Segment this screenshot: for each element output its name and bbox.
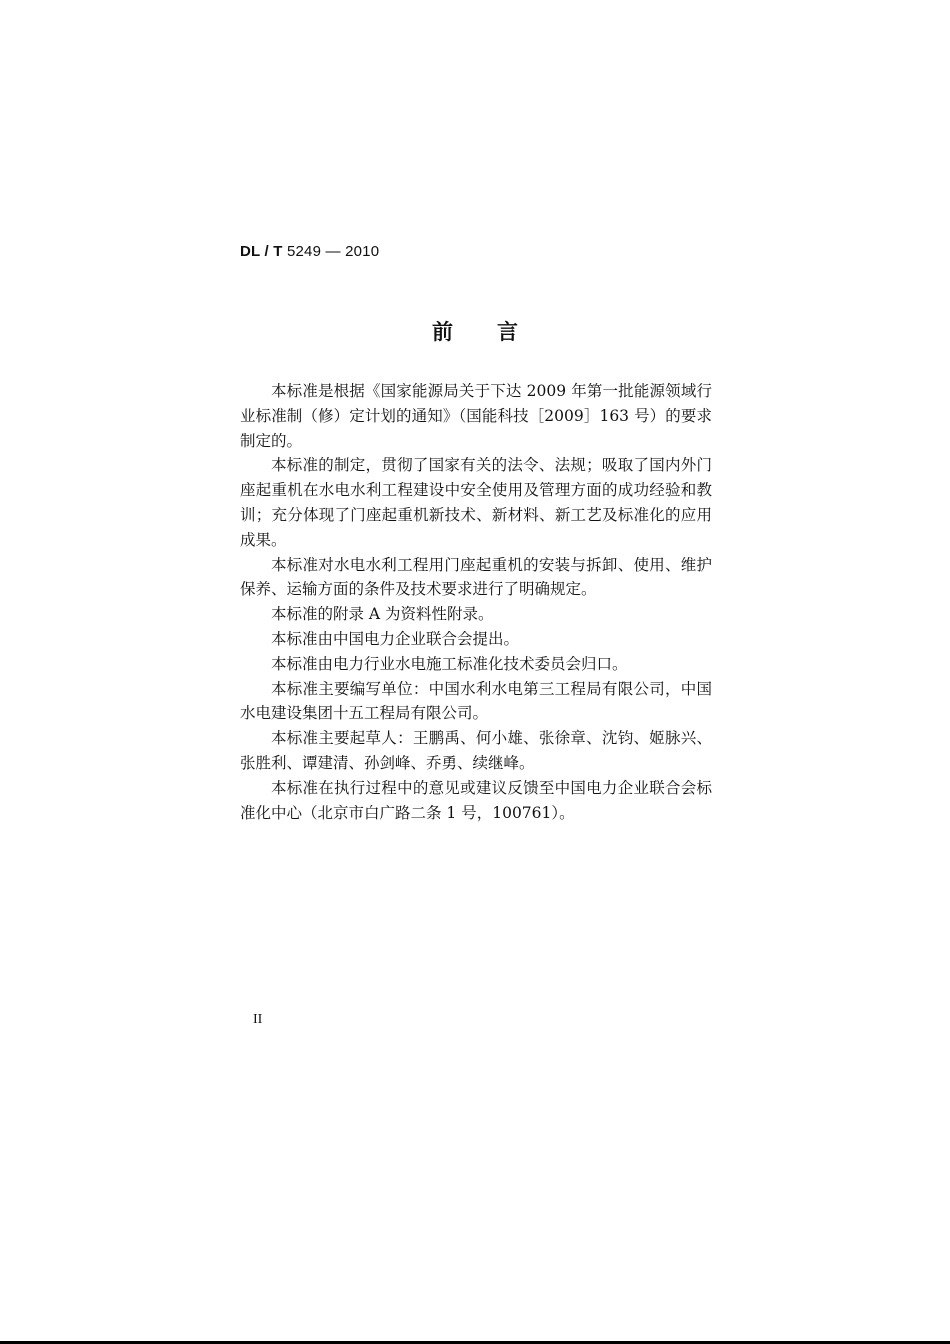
preface-body (240, 379, 712, 825)
paragraph: 本标准由中国电力企业联合会提出。 (271, 629, 520, 648)
paragraph: 本标准在执行过程中的意见或建议反馈至中国电力企业联合会标准化中心（北京市白广路二条 1 号，100761）。 (240, 778, 712, 822)
paragraph: 本标准主要起草人：王鹏禹、何小雄、张徐章、沈钧、姬脉兴、张胜利、谭建清、孙剑峰、乔勇、续继峰。 (240, 729, 712, 772)
page-number: II (253, 1012, 263, 1027)
paragraph: 本标准是根据《国家能源局关于下达 2009 年第一批能源领域行业标准制（修）定计划的通知》（国能科技［2009］163 号）的要求制定的。 (240, 382, 712, 450)
standard-code (240, 243, 379, 260)
standard-code-number: 5249 — 2010 (282, 243, 380, 260)
paragraph: 本标准对水电水利工程用门座起重机的安装与拆卸、使用、维护保养、运输方面的条件及技术要求进行了明确规定。 (240, 555, 712, 599)
paragraph: 本标准主要编写单位：中国水利水电第三工程局有限公司，中国水电建设集团十五工程局有限公司。 (240, 679, 712, 723)
page-title: 前言 (432, 320, 562, 344)
paragraph: 本标准的附录 A 为资料性附录。 (271, 605, 494, 624)
paragraph: 本标准的制定，贯彻了国家有关的法令、法规；吸取了国内外门座起重机在水电水利工程建设中安全使用及管理方面的成功经验和教训；充分体现了门座起重机新技术、新材料、新工艺及标准化的应用成果。 (240, 456, 712, 549)
standard-code-prefix: DL / T (240, 243, 283, 260)
paragraph: 本标准由电力行业水电施工标准化技术委员会归口。 (271, 654, 628, 673)
